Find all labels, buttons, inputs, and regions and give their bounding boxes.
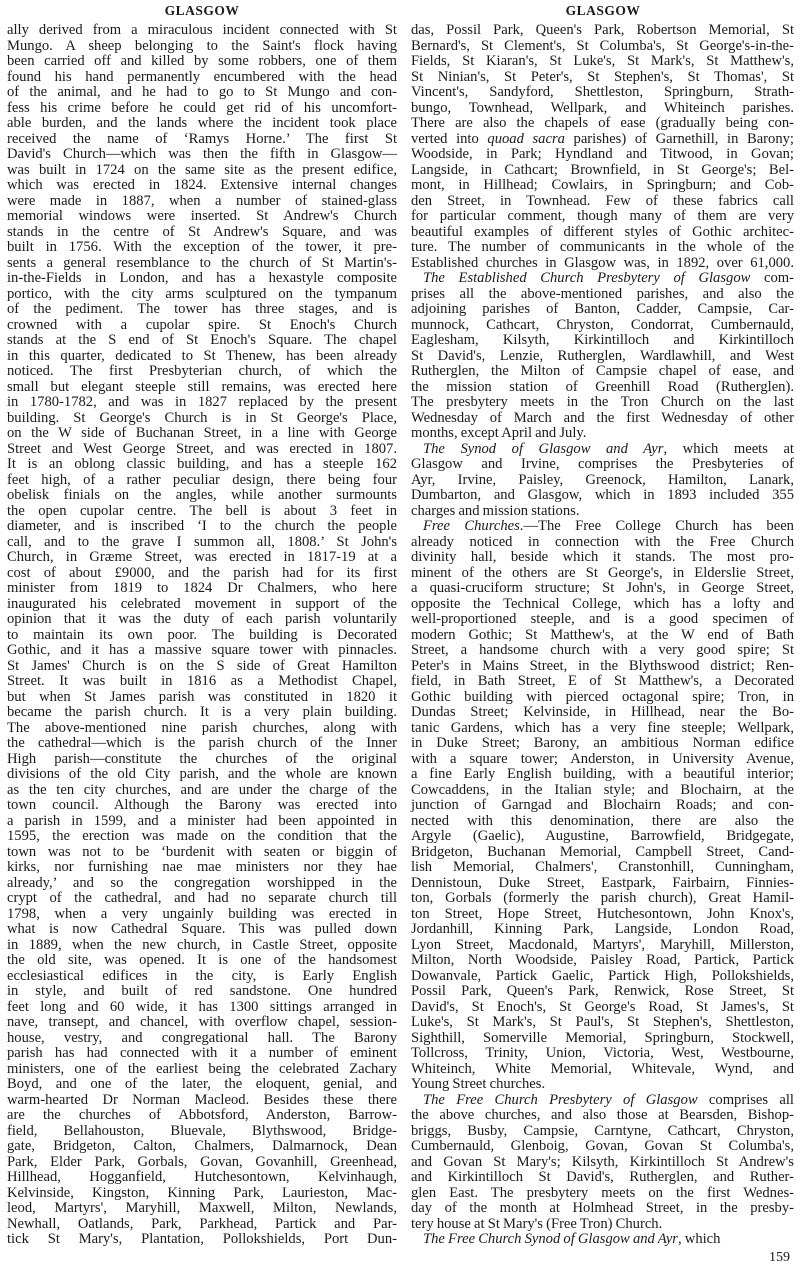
text-line: 1798, when a very ungainly building was erected in (7, 905, 397, 922)
text-line: divisions of the old City parish, and the whole are known (7, 766, 397, 782)
text-line: das, Possil Park, Queen's Park, Robertson Memorial, St (411, 22, 794, 38)
text-line: Gothic, and it has a massive square tower with pinnacles. (7, 642, 397, 658)
italic-text: Free Churches (423, 518, 520, 534)
text-line: Whiteinch, White Memorial, Whitevale, Wynd, and (411, 1060, 794, 1077)
text-line: adjoining parishes of Banton, Cadder, Campsie, Car- (411, 301, 794, 317)
text-line: small but elegant steeple still remains, was erected here (7, 378, 397, 395)
text-line: minister from 1819 to 1824 Dr Chalmers, who here (7, 580, 397, 596)
text-line: Fields, St Kiaran's, St Luke's, St Mark's, St Matthew's, (411, 53, 794, 69)
text-line: beautiful examples of different styles of Gothic architec- (411, 223, 794, 240)
text-line: are the churches of Abbotsford, Anderston, Barrow- (7, 1107, 397, 1123)
text-line: David's Church—which was then the fifth in Glasgow— (7, 146, 397, 162)
text-line: cost of about £9000, and the parish had for its first (7, 564, 397, 581)
text-line: Peter's in Mains Street, in the Blythswood district; Ren- (411, 657, 794, 674)
text-segment: , which (677, 1231, 721, 1247)
text-line: Street. It was built in 1816 as a Methodist Chapel, (7, 673, 397, 689)
text-line: obelisk finials on the angles, while another surmounts (7, 487, 397, 503)
text-line: Eaglesham, Kilsyth, Kirkintilloch and Kirkintilloch (411, 332, 794, 348)
text-line: building. St George's Church is in St George's Place, (7, 409, 397, 426)
text-line: memorial windows were inserted. St Andrew's Church (7, 208, 397, 224)
text-line: of the animal, and he had to go to St Mungo and con- (7, 84, 397, 100)
text-line: with a square tower; Anderston, in University Avenue, (411, 750, 794, 767)
text-line: opinion that it was the duty of each parish voluntarily (7, 611, 397, 627)
text-line: Argyle (Gaelic), Augustine, Barrowfield, Bridgegate, (411, 828, 794, 844)
text-line: 1595, the erection was made on the condition that the (7, 828, 397, 844)
text-line: feet high, of a rather peculiar design, there being four (7, 471, 397, 488)
page-number: 159 (769, 1250, 790, 1265)
text-line: was built in 1724 on the same site as the present edifice, (7, 161, 397, 178)
italic-text: The Established Church Presbytery of Glasgow (423, 270, 751, 286)
text-line: already,’ and so the congregation worshipped in the (7, 874, 397, 891)
text-line: town was not to be ‘burdenit with seaten or biggin of (7, 843, 397, 860)
text-line: Rutherglen, the Milton of Campsie chapel of ease, and (411, 363, 794, 379)
text-line: There are also the chapels of ease (gradually being con- (411, 115, 794, 131)
text-line: noticed. The first Presbyterian church, of which the (7, 363, 397, 379)
text-line: a fine Early English building, with a beautiful interior; (411, 766, 794, 782)
italic-text: The Free Church Synod of Glasgow and Ayr (423, 1231, 678, 1247)
text-line: The above-mentioned nine parish churches, along with (7, 719, 397, 736)
text-line: parish has had connected with it a number of eminent (7, 1045, 397, 1061)
text-line: stands at the S end of St Enoch's Square. The chapel (7, 332, 397, 348)
text-line: lish Memorial, Chalmers', Cranstonhill, Cunningham, (411, 859, 794, 875)
text-line: and Govan St Mary's; Kilsyth, Kirkintilloch St Andrew's (411, 1153, 794, 1170)
text-line: field, Bellahouston, Bluevale, Blythswood, Bridge- (7, 1122, 397, 1139)
text-line: call, and to the grave I summon all, 1808.’ St John's (7, 533, 397, 550)
text-line: inaugurated his celebrated movement in support of the (7, 595, 397, 612)
text-line: crowned with a cupolar spire. St Enoch's Church (7, 316, 397, 333)
text-line: in Duke Street; Barony, an ambitious Norman edifice (411, 735, 794, 751)
text-line: Dowanvale, Partick Gaelic, Partick High, Pollokshields, (411, 967, 794, 984)
text-line: already noticed in connection with the Free Church (411, 533, 794, 550)
text-line: modern Gothic; St Matthew's, at the W end of Bath (411, 626, 794, 643)
text-line: what is now Cathedral Square. This was pulled down (7, 921, 397, 937)
text-line: St Ninian's, St Peter's, St Stephen's, St Thomas', St (411, 68, 794, 85)
text-line: prises all the above-mentioned parishes, and also the (411, 285, 794, 302)
text-line: and Kirkintilloch St David's, Rutherglen, and Ruther- (411, 1169, 794, 1185)
text-line: the cathedral—which is the parish church of the Inner (7, 735, 397, 751)
text-line: Park, Elder Park, Gorbals, Govan, Govanhill, Greenhead, (7, 1153, 397, 1170)
text-line: tanic Gardens, which has a very fine steeple; Wellpark, (411, 719, 794, 736)
text-line: the mission station of Greenhill Road (Rutherglen). (411, 378, 794, 395)
text-line: house, vestry, and congregational hall. The Barony (7, 1029, 397, 1046)
text-column-right (411, 23, 794, 1248)
text-line: to maintain its own poor. The building is Decorated (7, 626, 397, 643)
text-line: Dennistoun, Duke Street, Eastpark, Fairbairn, Finnies- (411, 874, 794, 891)
text-line: Newhall, Oatlands, Park, Parkhead, Partick and Par- (7, 1215, 397, 1232)
text-line: were made in 1887, when a number of stained-glass (7, 192, 397, 209)
text-line: diameter, and is inscribed ‘I to the church the people (7, 518, 397, 534)
text-line: tick St Mary's, Plantation, Pollokshields, Port Dun- (7, 1231, 397, 1247)
text-line: Established churches in Glasgow was, in 1892, over 61,000. (411, 254, 794, 271)
text-line: sents a general resemblance to the church of St Martin's- (7, 254, 397, 271)
text-line (411, 271, 794, 287)
text-line: on the W side of Buchanan Street, in a line with George (7, 425, 397, 441)
text-line: Street, a handsome church with a very good spire; St (411, 642, 794, 658)
text-line: The presbytery meets in the Tron Church on the last (411, 394, 794, 410)
text-line: the above churches, and also those at Bearsden, Bishop- (411, 1107, 794, 1123)
text-line: Possil Park, Queen's Park, Renwick, Rose Street, St (411, 983, 794, 999)
text-line: leod, Martyrs', Maryhill, Maxwell, Milton, Newlands, (7, 1200, 397, 1216)
text-segment: comprises all (697, 1091, 794, 1108)
text-line: St David's, Lenzie, Rutherglen, Wardlawhill, and West (411, 347, 794, 364)
text-line: as the ten city churches, and are under the charge of the (7, 781, 397, 798)
text-line: warm-hearted Dr Norman Macleod. Besides these there (7, 1091, 397, 1108)
text-line: Sighthill, Somerville Memorial, Springburn, Stockwell, (411, 1029, 794, 1046)
text-segment: .—The Free College Church has been (519, 518, 794, 534)
text-line: in style, and built of red sandstone. One hundred (7, 983, 397, 999)
text-line: ecclesiastical edifices in the city, is Early English (7, 967, 397, 984)
text-line: Dumbarton, and Glasgow, which in 1893 included 355 (411, 487, 794, 503)
text-line: been carried off and killed by some robbers, one of them (7, 53, 397, 69)
text-line: Young Street churches. (411, 1076, 546, 1092)
text-column-left (7, 23, 397, 1248)
text-line: in this quarter, dedicated to St Thenew, has been already (7, 347, 397, 364)
text-line (411, 519, 794, 535)
text-segment: com- (750, 270, 794, 286)
running-header-left: GLASGOW (164, 3, 240, 18)
text-line: Wednesday of March and the first Wednesday of other (411, 409, 794, 426)
text-line: Luke's, St Mark's, St Paul's, St Stephen's, Shettleston, (411, 1014, 794, 1030)
text-line: Church, in Græme Street, was erected in 1817-19 at a (7, 549, 397, 565)
text-line (411, 1093, 794, 1109)
text-line: crypt of the cathedral, and had no separate church till (7, 890, 397, 906)
text-line: Mungo. A sheep belonging to the Saint's flock having (7, 37, 397, 54)
text-line: Lyon Street, Macdonald, Martyrs', Maryhill, Millerston, (411, 936, 794, 953)
text-line: Milton, North Woodside, Paisley Road, Partick, Partick (411, 952, 794, 968)
text-line: glen East. The presbytery meets on the first Wednes- (411, 1184, 794, 1201)
text-line: Jordanhill, Kinning Park, Langside, London Road, (411, 921, 794, 937)
text-line: months, except April and July. (411, 425, 587, 441)
text-line: received the name of ‘Ramys Horne.’ The first St (7, 130, 397, 147)
text-line: day of the month at Holmhead Street, in the presby- (411, 1200, 794, 1216)
text-line: Boyd, and one of the later, the eloquent, genial, and (7, 1076, 397, 1092)
text-line: High parish—constitute the churches of the original (7, 750, 397, 767)
text-line: Ayr, Irvine, Paisley, Greenock, Hamilton, Lanark, (411, 471, 794, 488)
text-segment: , which meets at (663, 440, 794, 457)
text-line: portico, with the city arms sculptured on the tympanum (7, 285, 397, 302)
running-header-right: GLASGOW (565, 3, 641, 18)
text-line: Bridgeton, Buchanan Memorial, Campbell Street, Cand- (411, 843, 794, 860)
text-line: Langside, in Cathcart; Brownfield, in St George's; Bel- (411, 161, 794, 178)
text-line: of the pediment. The tower has three stages, and is (7, 301, 397, 317)
text-line: munnock, Cathcart, Chryston, Condorrat, Cumbernauld, (411, 316, 794, 333)
text-line: Vincent's, Sandyford, Shettleston, Springburn, Strath- (411, 84, 794, 100)
text-line: junction of Garngad and Blochairn Roads; and con- (411, 797, 794, 813)
text-line: for particular comment, though many of them are very (411, 208, 794, 224)
text-segment: parishes) of Garnethill, in Barony; (564, 130, 794, 147)
text-line: stands in the centre of St Andrew's Square, and was (7, 223, 397, 240)
text-line: able burden, and the lands where the incident took place (7, 115, 397, 131)
italic-text: The Free Church Presbytery of Glasgow (423, 1091, 698, 1108)
text-line: opposite the Technical College, which has a lofty and (411, 595, 794, 612)
text-line: briggs, Busby, Campsie, Carntyne, Cathcart, Chryston, (411, 1122, 794, 1139)
italic-text: The Synod of Glasgow and Ayr (423, 440, 664, 457)
text-line: nected with this denomination, there are also the (411, 812, 794, 829)
text-line: Glasgow and Irvine, comprises the Presbyteries of (411, 456, 794, 472)
text-line: tery house at St Mary's (Free Tron) Church. (411, 1215, 663, 1232)
text-segment: verted into (411, 130, 488, 147)
text-line: divinity hall, beside which it stands. The most pro- (411, 549, 794, 565)
text-line (411, 1232, 794, 1248)
text-line: gate, Bridgeton, Calton, Chalmers, Dalmarnock, Dean (7, 1138, 397, 1154)
italic-text: quoad sacra (487, 130, 565, 147)
text-line: fess his crime before he could get rid of his uncomfort- (7, 99, 397, 116)
text-line: a quasi-cruciform structure; St John's, in George Street, (411, 580, 794, 596)
text-line: well-proportioned steeple, and is a good specimen of (411, 611, 794, 627)
text-line: found his hand permanently encumbered with the head (7, 68, 397, 85)
text-line: charges and mission stations. (411, 502, 580, 519)
text-line: in 1780-1782, and was in 1827 replaced by the present (7, 394, 397, 410)
text-line: minent of the others are St George's, in Elderslie Street, (411, 564, 794, 581)
text-line: Cumbernauld, Glenboig, Govan, Govan St Columba's, (411, 1138, 794, 1154)
text-line: nave, transept, and chancel, with overflow chapel, session- (7, 1014, 397, 1030)
text-line: Tollcross, Trinity, Union, Victoria, West, Westbourne, (411, 1045, 794, 1061)
text-line: Street and West George Street, and was erected in 1807. (7, 440, 397, 457)
text-line: St James' Church is on the S side of Great Hamilton (7, 657, 397, 674)
text-line: a parish in 1599, and a minister had been appointed in (7, 812, 397, 829)
text-line: Cowcaddens, in the Italian style; and Blochairn, at the (411, 781, 794, 798)
text-line: in-the-Fields in London, and has a hexastyle composite (7, 270, 397, 286)
text-line: ton, Gorbals (formerly the parish church), Great Hamil- (411, 890, 794, 906)
text-line: the old site, was opened. It is one of the handsomest (7, 952, 397, 968)
text-line: den Street, in Townhead. Few of these fabrics call (411, 192, 794, 209)
text-line (411, 442, 794, 458)
text-line: mont, in Hillhead; Cowlairs, in Springburn; and Cob- (411, 177, 794, 193)
text-line: town council. Although the Barony was erected into (7, 797, 397, 813)
text-line: became the parish church. It is a very plain building. (7, 704, 397, 720)
text-line: Dundas Street; Kelvinside, in Hillhead, near the Bo- (411, 704, 794, 720)
text-line: which was erected in 1824. Extensive internal changes (7, 177, 397, 193)
text-line: David's, St Enoch's, St George's Road, St James's, St (411, 998, 794, 1015)
text-line: built in 1756. With the exception of the tower, it pre- (7, 239, 397, 255)
text-line: It is an oblong classic building, and has a steeple 162 (7, 456, 397, 472)
text-line: Bernard's, St Clement's, St Columba's, St George's-in-the- (411, 37, 794, 54)
text-line: Hillhead, Hogganfield, Hutchesontown, Kelvinhaugh, (7, 1169, 397, 1185)
text-line: Gothic building with pierced octagonal spire; Tron, in (411, 688, 794, 705)
text-line: in 1889, when the new church, in Castle Street, opposite (7, 936, 397, 953)
text-line: Woodside, in Park; Hyndland and Titwood, in Govan; (411, 146, 794, 162)
text-line: kirks, nor furnishing nae mae ministers nor they hae (7, 859, 397, 875)
text-line: Kelvinside, Kingston, Kinning Park, Laurieston, Mac- (7, 1184, 397, 1201)
text-line: feet long and 60 wide, it has 1300 sittings arranged in (7, 998, 397, 1015)
text-line (411, 132, 794, 148)
text-line: the open cupolar centre. The bell is about 3 feet in (7, 502, 397, 519)
text-line: bungo, Townhead, Wellpark, and Whiteinch parishes. (411, 99, 794, 116)
text-line: ministers, one of the earliest being the celebrated Zachary (7, 1060, 397, 1077)
text-line: ton Street, Hope Street, Hutchesontown, John Knox's, (411, 905, 794, 922)
text-line: but when St James parish was constituted in 1820 it (7, 688, 397, 705)
text-line: field, in Bath Street, E of St Matthew's, a Decorated (411, 673, 794, 689)
text-line: ally derived from a miraculous incident connected with St (7, 22, 397, 38)
text-line: ture. The number of communicants in the whole of the (411, 239, 794, 255)
